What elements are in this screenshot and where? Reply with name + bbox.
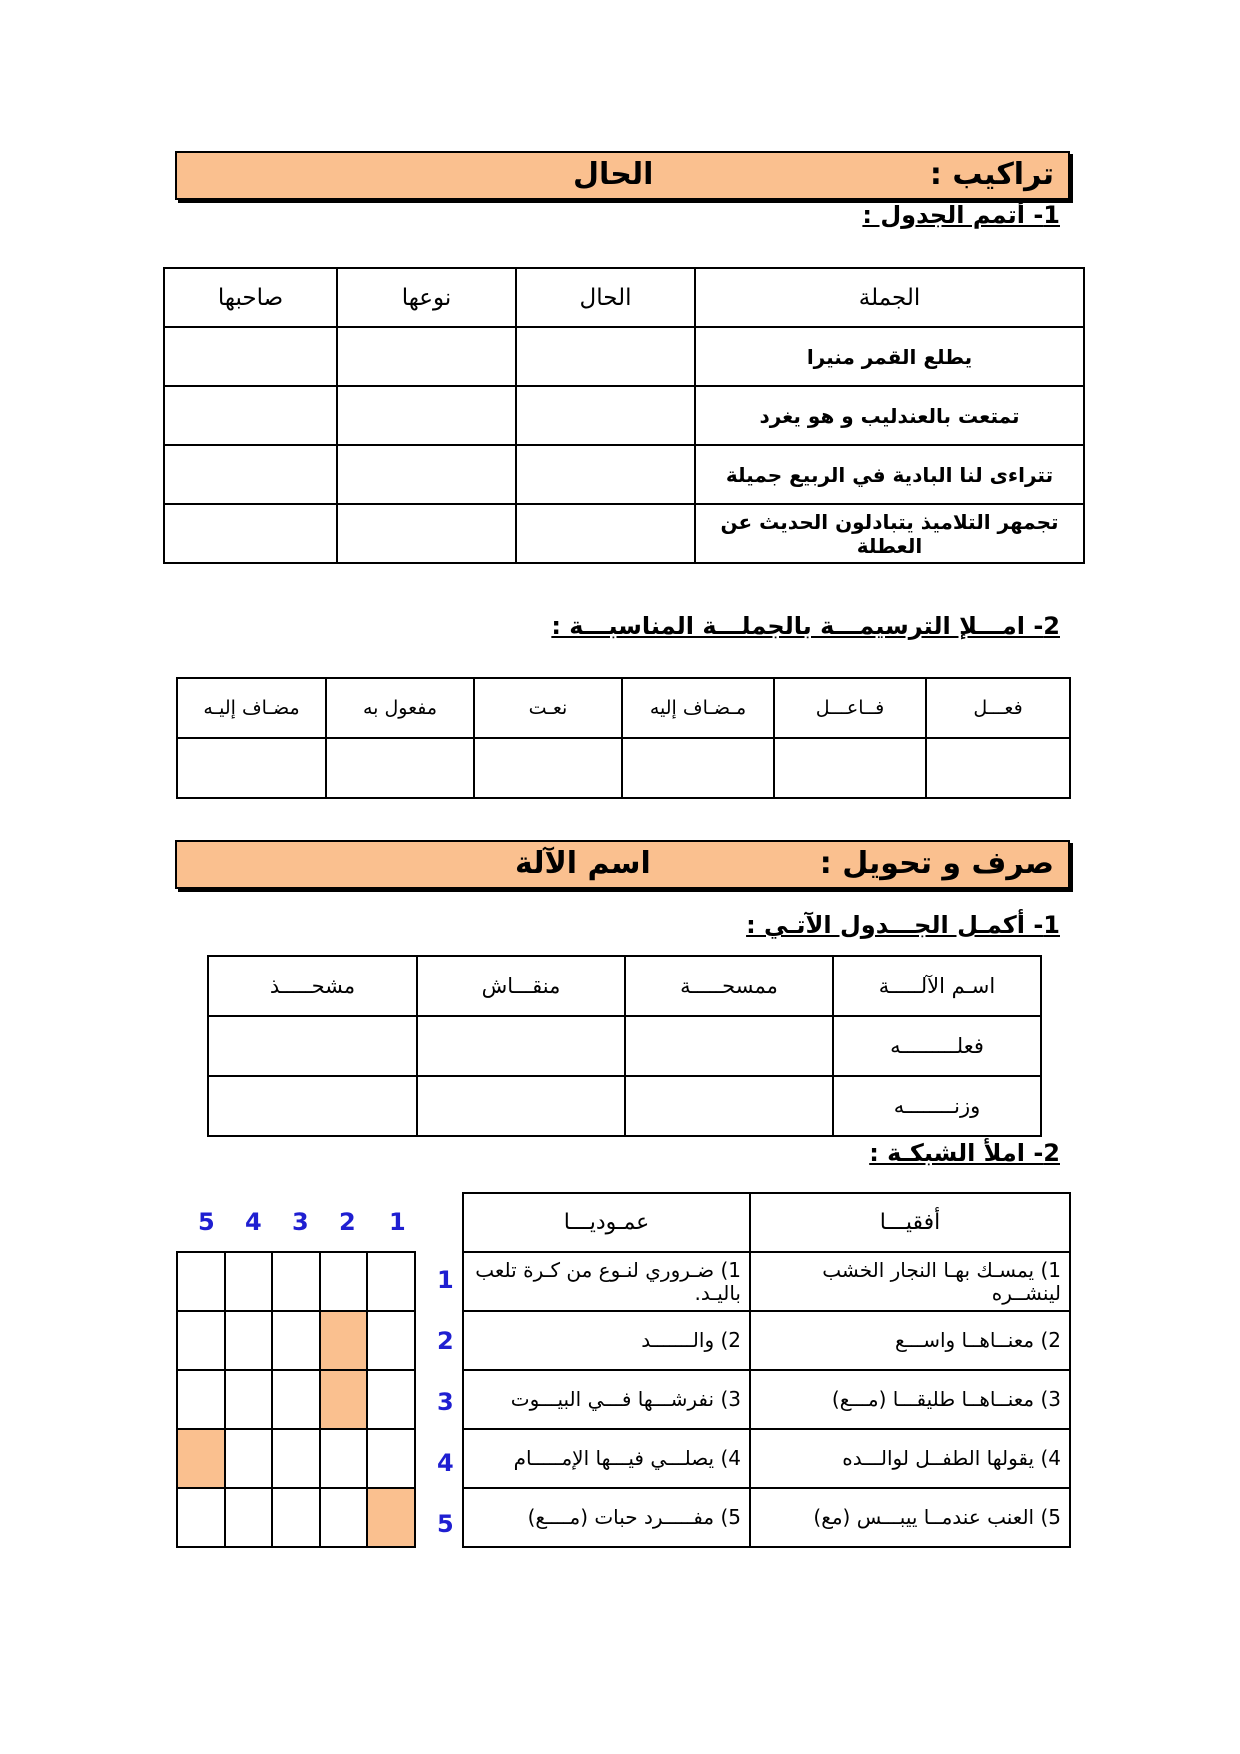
column-number: 2 (339, 1208, 356, 1236)
hal-table (163, 267, 1085, 564)
grid-cell[interactable] (367, 1370, 415, 1429)
table-row (164, 386, 1084, 445)
answer-cell[interactable] (516, 445, 695, 504)
row-number: 2 (437, 1327, 454, 1355)
table-row (164, 504, 1084, 563)
answer-cell[interactable] (164, 504, 337, 563)
header-sahib: صاحبها (164, 268, 337, 327)
grid-cell[interactable] (367, 1429, 415, 1488)
column-number: 5 (198, 1208, 215, 1236)
grid-row (177, 1429, 415, 1488)
grid-row (177, 1488, 415, 1547)
grid-row (177, 1370, 415, 1429)
grid-cell[interactable] (367, 1252, 415, 1311)
grid-cell[interactable] (225, 1252, 273, 1311)
question-1-label: 1- أكمـل الجـــدول الآتـي : (746, 911, 1060, 939)
grid-cell[interactable] (225, 1488, 273, 1547)
grid-row (177, 1311, 415, 1370)
answer-cell[interactable] (164, 445, 337, 504)
blocked-cell (177, 1429, 225, 1488)
row-label: وزنــــــــه (833, 1076, 1041, 1136)
vertical-clue: 4) يصلـــي فيـــها الإمـــــام (463, 1429, 750, 1488)
sentence-cell: يطلع القمر منيرا (695, 327, 1084, 386)
answer-cell[interactable] (516, 504, 695, 563)
grid-cell[interactable] (367, 1311, 415, 1370)
question-2-label: 2- امـــلإ الترسيمـــة بالجملـــة المناسبـــة : (551, 612, 1060, 640)
grid-cell[interactable] (225, 1311, 273, 1370)
horizontal-clue: 5) العنب عندمــا ييبـــس (مع) (750, 1488, 1070, 1547)
answer-cell[interactable] (164, 327, 337, 386)
answer-cell[interactable] (516, 327, 695, 386)
table-header-row (164, 268, 1084, 327)
answer-cell[interactable] (774, 738, 926, 798)
answer-cell[interactable] (164, 386, 337, 445)
answer-cell[interactable] (417, 1016, 625, 1076)
row-number: 4 (437, 1449, 454, 1477)
grid-cell[interactable] (225, 1429, 273, 1488)
schema-answer-row (177, 738, 1070, 798)
vertical-clue: 2) والـــــــد (463, 1311, 750, 1370)
column-number: 1 (389, 1208, 406, 1236)
column-number: 4 (245, 1208, 262, 1236)
row-label: اسـم الآلـــــة (833, 956, 1041, 1016)
clues-header-row (463, 1193, 1070, 1252)
tool-noun-table (207, 955, 1042, 1137)
schema-header-cell: مضـاف إليـه (177, 678, 326, 738)
grid-cell[interactable] (272, 1370, 320, 1429)
blocked-cell (367, 1488, 415, 1547)
question-2-label: 2- املأ الشبكـة : (869, 1139, 1060, 1167)
answer-cell[interactable] (177, 738, 326, 798)
blocked-cell (320, 1370, 368, 1429)
answer-cell[interactable] (337, 445, 516, 504)
question-1-label: 1- أتمم الجدول : (862, 201, 1060, 229)
crossword-clues-table (462, 1192, 1071, 1548)
header-horizontal: أفقيـــا (750, 1193, 1070, 1252)
grid-cell[interactable] (272, 1252, 320, 1311)
answer-cell[interactable] (326, 738, 474, 798)
table-row (208, 1016, 1041, 1076)
banner-title: تراكيب : (929, 157, 1054, 192)
table-row (208, 1076, 1041, 1136)
table-row (463, 1370, 1070, 1429)
header-hal: الحال (516, 268, 695, 327)
grid-cell[interactable] (320, 1252, 368, 1311)
horizontal-clue: 4) يقولها الطفــل لوالـــده (750, 1429, 1070, 1488)
crossword-grid (176, 1251, 416, 1548)
row-number: 3 (437, 1388, 454, 1416)
banner-title: صرف و تحويل : (819, 846, 1054, 881)
answer-cell[interactable] (516, 386, 695, 445)
column-number: 3 (292, 1208, 309, 1236)
table-row (208, 956, 1041, 1016)
table-row (463, 1252, 1070, 1311)
answer-cell[interactable] (337, 327, 516, 386)
schema-header-cell: فعـــل (926, 678, 1070, 738)
sentence-cell: تتراءى لنا البادية في الربيع جميلة (695, 445, 1084, 504)
grid-cell[interactable] (320, 1429, 368, 1488)
row-number: 1 (437, 1266, 454, 1294)
tool-noun-cell: منقـــاش (417, 956, 625, 1016)
grid-cell[interactable] (177, 1370, 225, 1429)
table-row (164, 327, 1084, 386)
grid-cell[interactable] (272, 1311, 320, 1370)
table-row (164, 445, 1084, 504)
tool-noun-cell: مشحـــــذ (208, 956, 417, 1016)
horizontal-clue: 3) معنــاهــا طليقـــا (مـــع) (750, 1370, 1070, 1429)
grid-cell[interactable] (177, 1311, 225, 1370)
answer-cell[interactable] (622, 738, 774, 798)
grid-cell[interactable] (225, 1370, 273, 1429)
sentence-cell: تجمهر التلاميذ يتبادلون الحديث عن العطلة (695, 504, 1084, 563)
schema-table (176, 677, 1071, 799)
schema-header-cell: مـضـاف إليه (622, 678, 774, 738)
answer-cell[interactable] (926, 738, 1070, 798)
schema-header-cell: نعـت (474, 678, 622, 738)
row-number: 5 (437, 1510, 454, 1538)
header-vertical: عمـوديـــا (463, 1193, 750, 1252)
banner-topic: الحال (573, 157, 654, 192)
answer-cell[interactable] (474, 738, 622, 798)
grid-cell[interactable] (177, 1488, 225, 1547)
answer-cell[interactable] (337, 504, 516, 563)
answer-cell[interactable] (337, 386, 516, 445)
answer-cell[interactable] (208, 1016, 417, 1076)
vertical-clue: 3) نفرشـــها فـــي البيـــوت (463, 1370, 750, 1429)
horizontal-clue: 2) معنــاهــا واســـع (750, 1311, 1070, 1370)
answer-cell[interactable] (625, 1016, 833, 1076)
grid-cell[interactable] (272, 1429, 320, 1488)
vertical-clue: 5) مفـــــرد حبات (مــــع) (463, 1488, 750, 1547)
row-label: فعلـــــــــه (833, 1016, 1041, 1076)
table-row (463, 1429, 1070, 1488)
grid-cell[interactable] (177, 1252, 225, 1311)
blocked-cell (320, 1311, 368, 1370)
header-jumla: الجملة (695, 268, 1084, 327)
grid-cell[interactable] (320, 1488, 368, 1547)
schema-header-cell: فــاعـــل (774, 678, 926, 738)
grid-cell[interactable] (272, 1488, 320, 1547)
table-row (463, 1311, 1070, 1370)
grid-row (177, 1252, 415, 1311)
horizontal-clue: 1) يمسـك بهـا النجار الخشب لينشــره (750, 1252, 1070, 1311)
answer-cell[interactable] (208, 1076, 417, 1136)
section-banner-sarf (175, 840, 1070, 889)
answer-cell[interactable] (625, 1076, 833, 1136)
vertical-clue: 1) ضـروري لنـوع من كـرة تلعب باليـد. (463, 1252, 750, 1311)
table-row (463, 1488, 1070, 1547)
section-banner-tarakib (175, 151, 1070, 200)
schema-header-cell: مفعول به (326, 678, 474, 738)
banner-topic: اسم الآلة (515, 846, 651, 881)
schema-header-row (177, 678, 1070, 738)
sentence-cell: تمتعت بالعندليب و هو يغرد (695, 386, 1084, 445)
header-naw: نوعها (337, 268, 516, 327)
tool-noun-cell: ممسحـــــة (625, 956, 833, 1016)
answer-cell[interactable] (417, 1076, 625, 1136)
